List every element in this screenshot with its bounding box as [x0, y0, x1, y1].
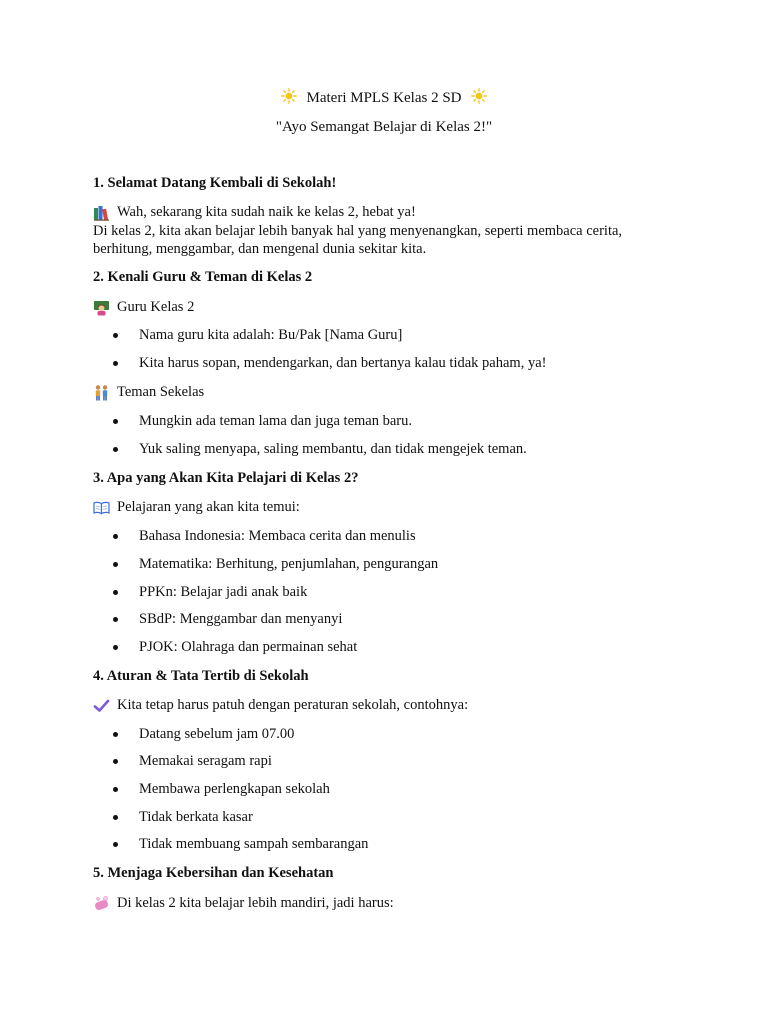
bullet-dot — [113, 842, 118, 847]
section-1-paragraph-line-2: berhitung, menggambar, dan mengenal dunia sekitar kita. — [93, 241, 427, 257]
section-3-lead-text: Pelajaran yang akan kita temui: — [117, 499, 300, 515]
list-item-text: Mungkin ada teman lama dan juga teman baru. — [139, 413, 412, 429]
bullet-dot — [113, 333, 118, 338]
bullet-dot — [113, 815, 118, 820]
check-icon — [93, 697, 110, 714]
bullet-dot — [113, 590, 118, 595]
bullet-dot — [113, 787, 118, 792]
section-4-heading: 4. Aturan & Tata Tertib di Sekolah — [93, 668, 309, 684]
list-item-text: Kita harus sopan, mendengarkan, dan bertanya kalau tidak paham, ya! — [139, 355, 547, 371]
teacher-label: Guru Kelas 2 — [117, 299, 195, 315]
list-item-text: Tidak berkata kasar — [139, 809, 253, 825]
open-book-icon — [93, 499, 110, 516]
sun-icon — [281, 88, 297, 104]
list-item-text: SBdP: Menggambar dan menyanyi — [139, 611, 343, 627]
teacher-label-row — [93, 298, 708, 317]
bullet-dot — [113, 562, 118, 567]
soap-icon — [93, 895, 110, 912]
bullet-dot — [113, 732, 118, 737]
list-item-text: Yuk saling menyapa, saling membantu, dan tidak mengejek teman. — [139, 441, 527, 457]
friends-label: Teman Sekelas — [117, 384, 205, 400]
bullet-dot — [113, 534, 118, 539]
section-1-lead — [93, 203, 708, 222]
section-1-lead-text: Wah, sekarang kita sudah naik ke kelas 2, hebat ya! — [117, 204, 416, 220]
section-3-heading: 3. Apa yang Akan Kita Pelajari di Kelas 2? — [93, 470, 359, 486]
list-item-text: Bahasa Indonesia: Membaca cerita dan menulis — [139, 528, 416, 544]
bullet-dot — [113, 419, 118, 424]
bullet-dot — [113, 617, 118, 622]
friends-label-row — [93, 383, 708, 402]
sun-icon — [471, 88, 487, 104]
section-1-paragraph-line-1: Di kelas 2, kita akan belajar lebih banyak hal yang menyenangkan, seperti membaca cerita, — [93, 223, 623, 239]
section-2-heading: 2. Kenali Guru & Teman di Kelas 2 — [93, 269, 313, 285]
document-title: Materi MPLS Kelas 2 SD — [306, 90, 462, 106]
section-5-lead — [93, 894, 708, 913]
list-item-text: Datang sebelum jam 07.00 — [139, 726, 295, 742]
list-item-text: Nama guru kita adalah: Bu/Pak [Nama Guru] — [139, 327, 403, 343]
teacher-icon — [93, 299, 110, 316]
list-item-text: Tidak membuang sampah sembarangan — [139, 836, 369, 852]
bullet-dot — [113, 645, 118, 650]
section-5-heading: 5. Menjaga Kebersihan dan Kesehatan — [93, 865, 334, 881]
section-4-lead — [93, 696, 708, 715]
bullet-dot — [113, 759, 118, 764]
section-5-lead-text: Di kelas 2 kita belajar lebih mandiri, jadi harus: — [117, 895, 394, 911]
bullet-dot — [113, 447, 118, 452]
list-item-text: PJOK: Olahraga dan permainan sehat — [139, 639, 358, 655]
list-item-text: Memakai seragam rapi — [139, 753, 272, 769]
list-item-text: Matematika: Berhitung, penjumlahan, pengurangan — [139, 556, 439, 572]
section-3-lead — [93, 498, 708, 517]
books-icon — [93, 204, 110, 221]
section-4-lead-text: Kita tetap harus patuh dengan peraturan sekolah, contohnya: — [117, 697, 469, 713]
document-subtitle: "Ayo Semangat Belajar di Kelas 2!" — [275, 119, 493, 135]
list-item-text: Membawa perlengkapan sekolah — [139, 781, 330, 797]
bullet-dot — [113, 361, 118, 366]
list-item-text: PPKn: Belajar jadi anak baik — [139, 584, 308, 600]
section-1-heading: 1. Selamat Datang Kembali di Sekolah! — [93, 175, 337, 191]
document-title-line — [0, 88, 768, 108]
friends-icon — [93, 384, 110, 401]
